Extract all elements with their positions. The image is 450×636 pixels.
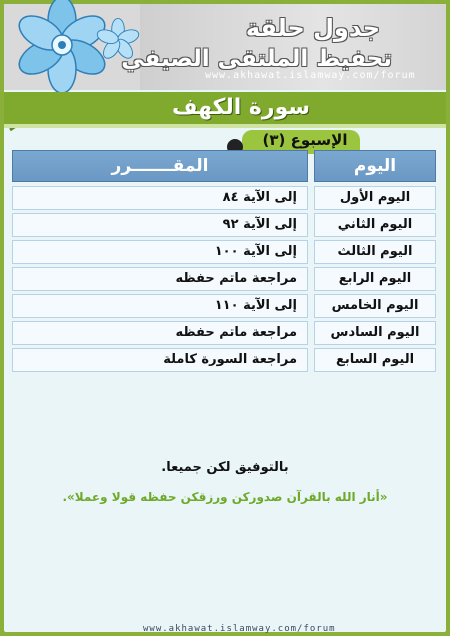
table-row-assigned (12, 267, 308, 291)
assigned-text: مراجعة ماتم حفظه (175, 325, 297, 340)
header-url: www.akhawat.islamway.com/forum (205, 70, 416, 81)
table-row-assigned (12, 186, 308, 210)
table-row-assigned (12, 321, 308, 345)
closing-prayer: «أنار الله بالقرآن صدوركن ورزقكن حفظه قولا وعملا». (62, 490, 388, 504)
footer-url: www.akhawat.islamway.com/forum (143, 624, 336, 634)
table-row-day: اليوم الخامس (314, 294, 436, 318)
table-row-assigned (12, 213, 308, 237)
assigned-text: مراجعة ماتم حفظه (175, 271, 297, 286)
table-row-assigned (12, 348, 308, 372)
week-label: الإسبوع (٣) (262, 131, 348, 149)
table-row-day: اليوم الرابع (314, 267, 436, 291)
title-line2: تحفيظ الملتقى الصيفي (121, 46, 392, 72)
table-row-day: اليوم الثالث (314, 240, 436, 264)
column-header-assigned: المقـــــــرر (12, 150, 308, 182)
assigned-text: مراجعة السورة كاملة (163, 352, 297, 367)
table-row-day: اليوم السابع (314, 348, 436, 372)
assigned-text: إلى الآية ٨٤ (222, 190, 297, 205)
surah-title: سورة الكهف (171, 95, 310, 120)
assigned-text: إلى الآية ١١٠ (214, 298, 297, 313)
column-header-day: اليوم (314, 150, 436, 182)
table-row-day: اليوم الثاني (314, 213, 436, 237)
surah-bar-underline (4, 124, 446, 128)
assigned-text: إلى الآية ٩٢ (222, 217, 297, 232)
table-row-assigned (12, 240, 308, 264)
assigned-text: إلى الآية ١٠٠ (214, 244, 297, 259)
table-row-assigned (12, 294, 308, 318)
table-row-day: اليوم الأول (314, 186, 436, 210)
table-row-day: اليوم السادس (314, 321, 436, 345)
closing-wish: بالتوفيق لكن جميعا. (161, 460, 289, 475)
title-line1: جدول حلقة (245, 14, 380, 42)
